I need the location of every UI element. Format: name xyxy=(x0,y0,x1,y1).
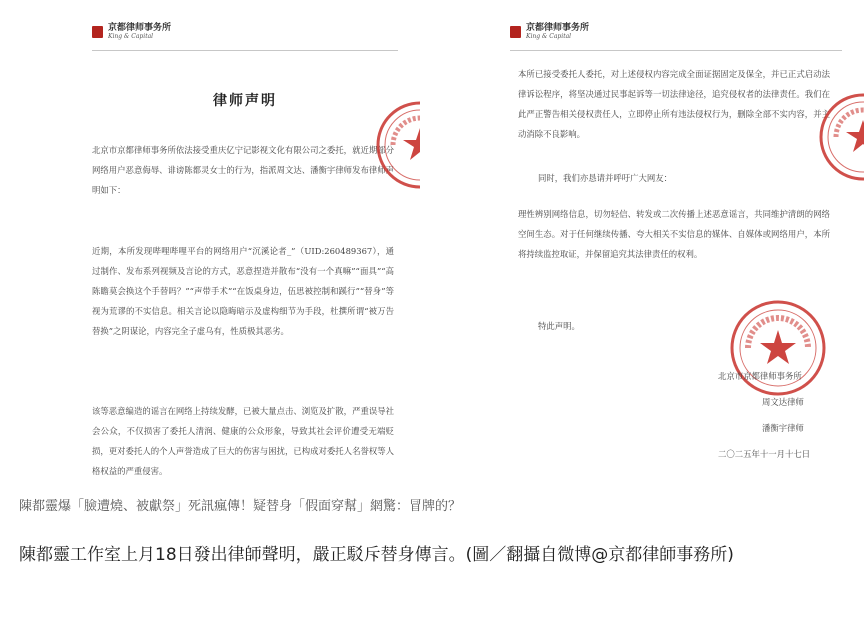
statement-page-2 xyxy=(488,8,864,478)
statement-title: 律师声明 xyxy=(213,93,277,109)
lawyer-statement-image xyxy=(10,0,865,488)
statement-paragraph: 北京市京都律师事务所依法接受重庆亿宁记影视文化有限公司之委托，就近期部分网络用户恶意侮辱、诽谤陈都灵女士的行为，指派周文达、潘衡宇律师发布律师声明如下： xyxy=(92,145,394,195)
firm-logo-icon xyxy=(92,26,103,38)
image-caption: 陳都靈爆「臉遭燒、被獻祭」死訊瘋傳！疑替身「假面穿幫」網驚：冒牌的？ xyxy=(19,499,462,514)
letterhead-name-cn: 京都律师事务所 xyxy=(526,23,590,33)
statement-paragraph: 本所已接受委托人委托，对上述侵权内容完成全面证据固定及保全，并已正式启动法律诉讼程序，将坚决通过民事起诉等一切法律途径，追究侵权者的法律责任。我们在此严正警告相关侵权责任人，立即停止所有违法侵权行为，删除全部不实内容，并主动消除不良影响。 xyxy=(518,69,830,139)
letterhead-divider xyxy=(510,50,842,51)
letterhead-divider xyxy=(92,50,398,51)
firm-seal-stamp xyxy=(375,100,420,190)
signature-seal-stamp xyxy=(728,298,828,398)
firm-logo-icon xyxy=(510,26,521,38)
letterhead xyxy=(510,24,589,40)
article-subcaption: 陳都靈工作室上月18日發出律師聲明，嚴正駁斥替身傳言。(圖／翻攝自微博@京都律師事務所) xyxy=(19,545,734,565)
statement-paragraph: 理性辨别网络信息，切勿轻信、转发或二次传播上述恶意谣言，共同维护清朗的网络空间生态。对于任何继续传播、夸大相关不实信息的媒体、自媒体或网络用户，本所将持续监控取证，并保留追究其法律责任的权利。 xyxy=(518,209,830,259)
letterhead-name-cn: 京都律师事务所 xyxy=(108,23,172,33)
signature-lawyer-2: 潘衡宇律师 xyxy=(762,423,804,433)
statement-paragraph: 特此声明。 xyxy=(538,321,580,331)
signature-lawyer-1: 周文达律师 xyxy=(762,397,804,407)
signature-firm: 北京市京都律师事务所 xyxy=(718,371,802,381)
firm-seal-stamp xyxy=(818,92,864,182)
statement-paragraph: 该等恶意编造的谣言在网络上持续发酵，已被大量点击、浏览及扩散，严重误导社会公众，不仅损害了委托人清润、健康的公众形象，导致其社会评价遭受无端贬损，更对委托人的个人声誉造成了巨大的伤害与困扰，已构成对委托人名誉权等人格权益的严重侵害。 xyxy=(92,406,394,476)
statement-paragraph: 近期，本所发现哔哩哔哩平台的网络用户“沉溪论者_”（UID:260489367），通过制作、发布系列视频及言论的方式，恶意捏造并散布“没有一个真嘛”“面具”“高陈瞻莫会换这个手替吗？”“声带手术”“在饭桌身边，伍思被控制和蹊行”“替身”等视为荒谬的不实信息。相关言论以隐晦暗示及虚构细节为手段，杜撰所谓“被万告替换”之阴谋论，内容完全子虚乌有，性质极其恶劣。 xyxy=(92,246,394,336)
statement-page-1 xyxy=(70,8,420,486)
letterhead-name-en: King & Capital xyxy=(108,33,154,40)
letterhead-name-en: King & Capital xyxy=(526,33,572,40)
statement-paragraph: 同时，我们亦恳请并呼吁广大网友： xyxy=(538,173,672,183)
letterhead xyxy=(92,24,171,40)
signature-date: 二〇二五年十一月十七日 xyxy=(718,449,811,459)
